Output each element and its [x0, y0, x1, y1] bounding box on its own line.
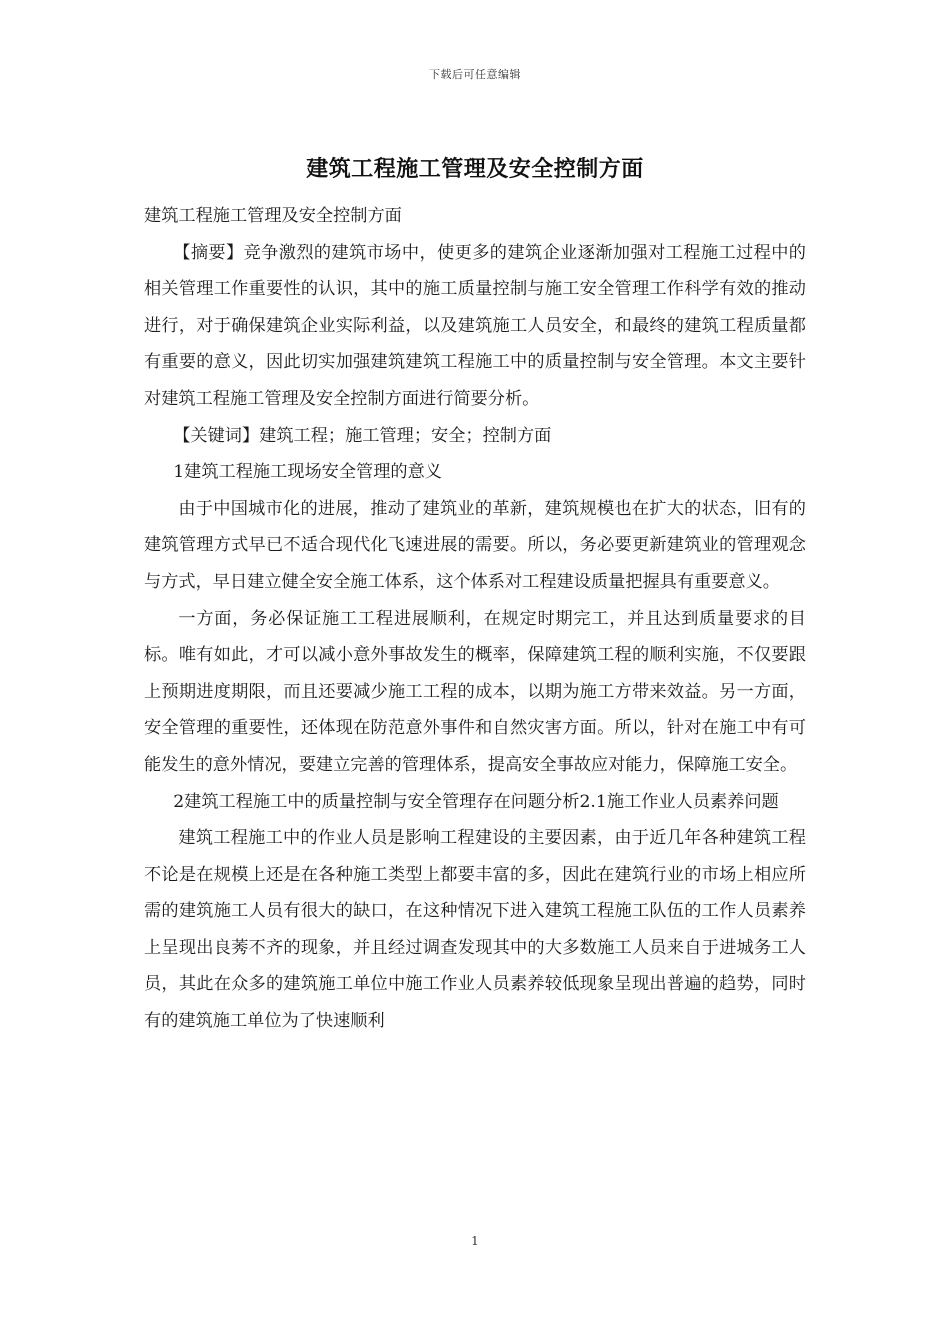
body-paragraph: 由于中国城市化的进展，推动了建筑业的革新，建筑规模也在扩大的状态，旧有的建筑管理方式早已不适合现代化飞速进展的需要。所以，务必要更新建筑业的管理观念与方式，早日建立健全安全施工体系，这个体系对工程建设质量把握具有重要意义。	[144, 498, 806, 592]
header-note: 下载后可任意编辑	[429, 68, 521, 81]
body-paragraph: 一方面，务必保证施工工程进展顺利，在规定时期完工，并且达到质量要求的目标。唯有如此，才可以减小意外事故发生的概率，保障建筑工程的顺利实施，不仅要跟上预期进度期限，而且还要减少施工工程的成本，以期为施工方带来效益。另一方面，安全管理的重要性，还体现在防范意外事件和自然灾害方面。所以，针对在施工中有可能发生的意外情况，要建立完善的管理体系，提高安全事故应对能力，保障施工安全。	[144, 608, 806, 775]
section-heading-1: 1建筑工程施工现场安全管理的意义	[173, 462, 442, 483]
subtitle-paragraph: 建筑工程施工管理及安全控制方面	[144, 206, 402, 226]
section-heading-2: 2建筑工程施工中的质量控制与安全管理存在问题分析2.1施工作业人员素养问题	[173, 791, 779, 812]
document-body	[144, 198, 806, 1040]
document-title: 建筑工程施工管理及安全控制方面	[306, 157, 644, 182]
abstract-paragraph: 【摘要】竞争激烈的建筑市场中，使更多的建筑企业逐渐加强对工程施工过程中的相关管理工作重要性的认识，其中的施工质量控制与施工安全管理工作科学有效的推动进行，对于确保建筑企业实际利益，以及建筑施工人员安全，和最终的建筑工程质量都有重要的意义，因此切实加强建筑建筑工程施工中的质量控制与安全管理。本文主要针对建筑工程施工管理及安全控制方面进行简要分析。	[144, 242, 806, 409]
body-paragraph: 建筑工程施工中的作业人员是影响工程建设的主要因素，由于近几年各种建筑工程不论是在规模上还是在各种施工类型上都要丰富的多，因此在建筑行业的市场上相应所需的建筑施工人员有很大的缺口，在这种情况下进入建筑工程施工队伍的工作人员素养上呈现出良莠不齐的现象，并且经过调查发现其中的大多数施工人员来自于进城务工人员，其此在众多的建筑施工单位中施工作业人员素养较低现象呈现出普遍的趋势，同时有的建筑施工单位为了快速顺利	[144, 828, 806, 1032]
keywords-paragraph: 【关键词】建筑工程；施工管理；安全；控制方面	[173, 425, 552, 446]
page-number: 1	[471, 1234, 479, 1248]
